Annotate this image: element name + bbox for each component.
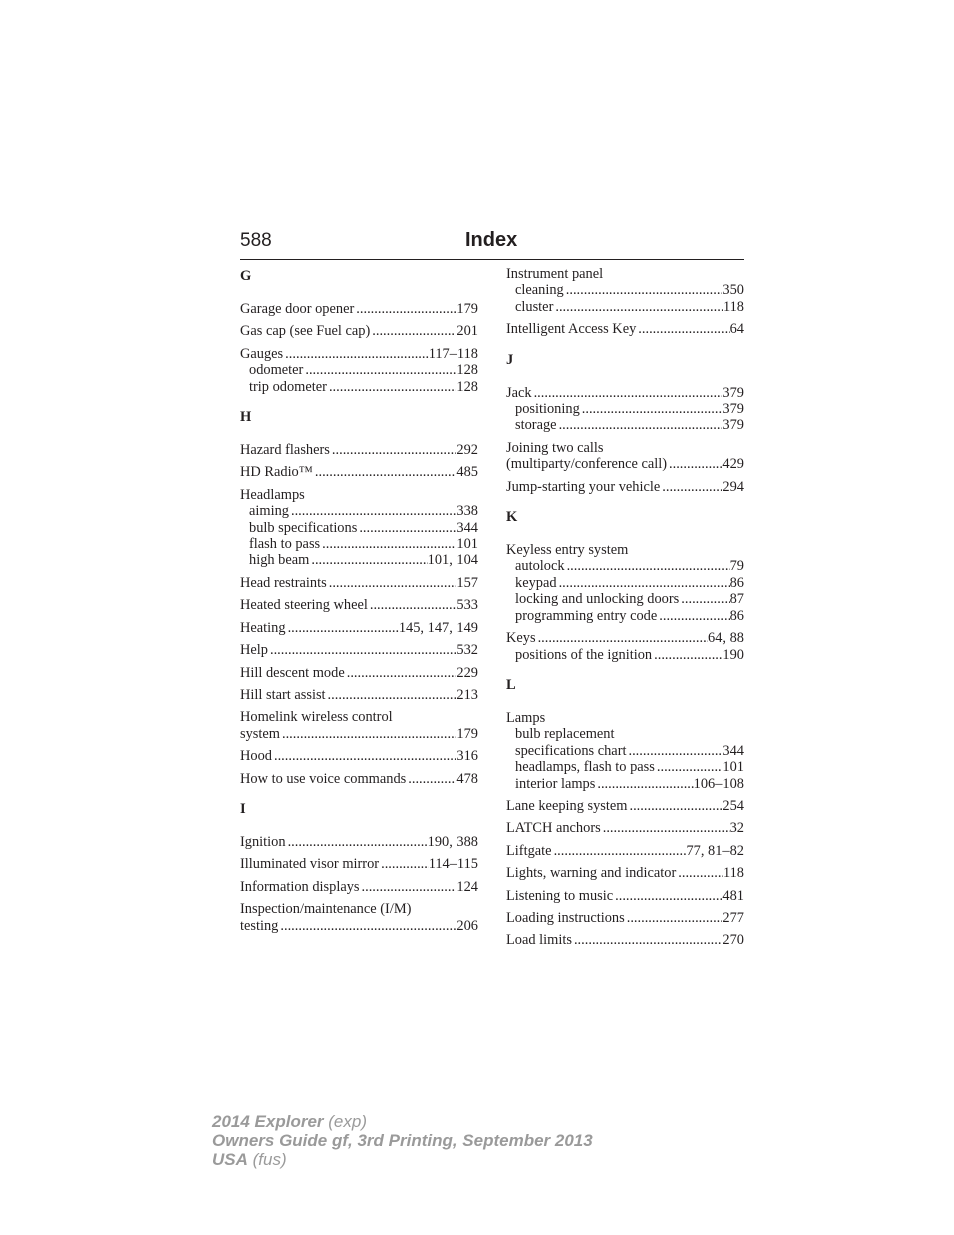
index-line — [240, 879, 478, 895]
index-line — [506, 932, 744, 948]
page-header — [240, 228, 744, 260]
index-entry — [506, 385, 744, 434]
page-ref: 429 — [722, 456, 744, 473]
index-entry — [240, 301, 478, 317]
entry-label: Information displays — [240, 878, 360, 895]
entry-label: Hood — [240, 748, 272, 765]
index-line — [506, 910, 744, 926]
index-entry — [506, 479, 744, 495]
entry-label: Lights, warning and indicator — [506, 865, 677, 882]
page-ref: 190 — [722, 646, 744, 663]
dot-leader — [559, 575, 730, 591]
footer-model: 2014 Explorer — [212, 1112, 324, 1131]
index-entry — [240, 597, 478, 613]
entry-label: Illuminated visor mirror — [240, 856, 380, 873]
index-subentry — [506, 282, 744, 298]
dot-leader — [657, 759, 723, 775]
entry-label: cleaning — [515, 282, 564, 299]
dot-leader — [282, 726, 456, 742]
index-line — [506, 266, 744, 282]
section-letter: K — [506, 509, 518, 526]
entry-label: Gauges — [240, 345, 284, 362]
page-ref: 128 — [456, 378, 478, 395]
dot-leader — [574, 932, 722, 948]
index-subentry — [506, 401, 744, 417]
index-entry — [240, 575, 478, 591]
index-line — [506, 798, 744, 814]
page-ref: 117–118 — [428, 345, 478, 362]
dot-leader — [315, 464, 457, 480]
entry-label: Lamps — [506, 709, 546, 726]
dot-leader — [347, 665, 457, 681]
entry-label: trip odometer — [249, 378, 327, 395]
entry-label: Joining two calls — [506, 439, 604, 456]
dot-leader — [408, 771, 456, 787]
index-line — [240, 687, 478, 703]
page-ref: 114–115 — [428, 856, 478, 873]
index-entry — [506, 843, 744, 859]
dot-leader — [270, 642, 456, 658]
dot-leader — [329, 575, 457, 591]
index-line — [240, 748, 478, 764]
index-subentry — [240, 503, 478, 519]
entry-label: Head restraints — [240, 574, 327, 591]
index-line — [506, 385, 744, 401]
index-entry — [506, 321, 744, 337]
page-ref: 206 — [456, 917, 478, 934]
entry-label: (multiparty/conference call) — [506, 456, 668, 473]
entry-label: Garage door opener — [240, 301, 355, 317]
index-line — [506, 710, 744, 726]
index-line — [506, 630, 744, 646]
entry-label: bulb replacement — [515, 726, 615, 743]
page-ref: 101 — [456, 536, 478, 553]
index-subentry — [506, 743, 744, 759]
entry-label: interior lamps — [515, 775, 596, 792]
entry-label: testing — [240, 917, 279, 934]
section-letter: G — [240, 268, 252, 284]
index-entry — [240, 709, 478, 742]
page-ref: 481 — [722, 887, 744, 904]
index-line — [240, 442, 478, 458]
index-line — [506, 888, 744, 904]
index-subentry — [240, 520, 478, 536]
footer-guide-line — [212, 1131, 593, 1150]
dot-leader — [359, 520, 456, 536]
index-subentry — [506, 591, 744, 607]
entry-label: Intelligent Access Key — [506, 321, 637, 338]
index-line — [240, 346, 478, 362]
section-letter: I — [240, 800, 246, 817]
dot-leader — [662, 479, 722, 495]
index-subentry — [506, 776, 744, 792]
index-entry — [240, 856, 478, 872]
page-ref: 145, 147, 149 — [398, 619, 478, 636]
index-entry — [240, 687, 478, 703]
entry-label: Homelink wireless control — [240, 709, 393, 726]
page-ref: 201 — [456, 323, 478, 340]
page-ref: 64 — [729, 321, 744, 338]
page-ref: 118 — [722, 298, 744, 315]
entry-label: Keys — [506, 630, 536, 647]
entry-label: Gas cap (see Fuel cap) — [240, 323, 371, 340]
page-ref: 379 — [722, 384, 744, 401]
dot-leader — [305, 362, 456, 378]
page-ref: 213 — [456, 686, 478, 703]
index-entry — [506, 932, 744, 948]
index-subentry — [240, 552, 478, 568]
dot-leader — [356, 301, 456, 317]
page-ref: 379 — [722, 417, 744, 434]
index-line — [506, 865, 744, 881]
dot-leader — [285, 346, 429, 362]
dot-leader — [555, 299, 723, 315]
dot-leader — [538, 630, 708, 646]
entry-label: Keyless entry system — [506, 542, 629, 559]
page-ref: 254 — [722, 797, 744, 814]
index-line — [240, 487, 478, 503]
index-line — [506, 542, 744, 558]
dot-leader — [280, 918, 456, 934]
page-ref: 157 — [456, 574, 478, 591]
dot-leader — [328, 687, 457, 703]
page-ref: 118 — [722, 865, 744, 882]
index-line — [240, 709, 478, 725]
entry-label: Headlamps — [240, 486, 305, 503]
index-subentry — [506, 558, 744, 574]
dot-leader — [659, 608, 729, 624]
dot-leader — [582, 401, 723, 417]
index-column-left — [240, 266, 478, 940]
entry-label: positioning — [515, 401, 580, 418]
dot-leader — [311, 552, 427, 568]
page-ref: 478 — [456, 770, 478, 787]
footer-model-line — [212, 1112, 593, 1131]
page-ref: 533 — [456, 597, 478, 614]
index-entry — [240, 442, 478, 458]
page-ref: 179 — [456, 301, 478, 317]
dot-leader — [332, 442, 457, 458]
entry-label: high beam — [249, 552, 310, 569]
dot-leader — [554, 843, 687, 859]
page-ref: 338 — [456, 503, 478, 520]
dot-leader — [615, 888, 722, 904]
index-subentry — [506, 299, 744, 315]
entry-label: Inspection/maintenance (I/M) — [240, 901, 412, 918]
page-ref: 485 — [456, 464, 478, 481]
dot-leader — [362, 879, 457, 895]
index-line — [240, 464, 478, 480]
page-ref: 379 — [722, 401, 744, 418]
page-ref: 179 — [456, 725, 478, 742]
dot-leader — [681, 591, 729, 607]
dot-leader — [603, 820, 730, 836]
index-line — [506, 479, 744, 495]
page-ref: 86 — [729, 607, 744, 624]
entry-label: Liftgate — [506, 842, 552, 859]
entry-label: flash to pass — [249, 536, 321, 553]
index-entry — [240, 487, 478, 569]
page-ref: 532 — [456, 642, 478, 659]
entry-label: How to use voice commands — [240, 770, 407, 787]
entry-label: cluster — [515, 298, 554, 315]
entry-label: system — [240, 725, 280, 742]
dot-leader — [628, 743, 722, 759]
entry-label: Help — [240, 642, 268, 659]
page-ref: 124 — [456, 878, 478, 895]
dot-leader — [381, 856, 429, 872]
entry-label: Lane keeping system — [506, 797, 628, 814]
page-ref: 229 — [456, 664, 478, 681]
entry-label: Heated steering wheel — [240, 597, 368, 614]
footer-market-line — [212, 1150, 593, 1169]
page-ref: 86 — [729, 574, 744, 591]
index-entry — [240, 346, 478, 395]
index-subentry — [506, 608, 744, 624]
index-entry — [506, 710, 744, 792]
entry-label: odometer — [249, 362, 304, 379]
index-entry — [240, 323, 478, 339]
dot-leader — [372, 323, 456, 339]
entry-label: storage — [515, 417, 557, 434]
dot-leader — [322, 536, 456, 552]
index-entry — [240, 642, 478, 658]
page-footer — [212, 1112, 593, 1169]
index-line — [240, 597, 478, 613]
index-line — [506, 820, 744, 836]
dot-leader — [567, 558, 730, 574]
page-ref: 101 — [722, 759, 744, 776]
dot-leader — [566, 282, 723, 298]
index-subentry — [240, 362, 478, 378]
index-line — [506, 843, 744, 859]
index-line — [240, 726, 478, 742]
page-ref: 316 — [456, 748, 478, 765]
entry-label: Hill descent mode — [240, 664, 345, 681]
page-ref: 77, 81–82 — [686, 842, 744, 859]
page-ref: 87 — [729, 591, 744, 608]
index-entry — [240, 879, 478, 895]
entry-label: headlamps, flash to pass — [515, 759, 655, 776]
page-ref: 344 — [456, 519, 478, 536]
section-letter: H — [240, 409, 252, 426]
footer-guide: Owners Guide gf, 3rd Printing, September 2013 — [212, 1131, 593, 1150]
page-ref: 106–108 — [693, 775, 744, 792]
entry-label: Ignition — [240, 833, 286, 850]
index-entry — [240, 748, 478, 764]
index-entry — [240, 620, 478, 636]
page-ref: 350 — [722, 282, 744, 299]
page-ref: 64, 88 — [708, 630, 744, 647]
dot-leader — [654, 647, 722, 663]
index-entry — [506, 820, 744, 836]
index-subentry — [506, 759, 744, 775]
index-line — [506, 456, 744, 472]
entry-label: locking and unlocking doors — [515, 591, 680, 608]
index-line — [240, 665, 478, 681]
dot-leader — [597, 776, 693, 792]
dot-leader — [288, 620, 399, 636]
page-ref: 277 — [722, 909, 744, 926]
dot-leader — [629, 798, 722, 814]
index-subentry — [506, 726, 744, 742]
dot-leader — [274, 748, 456, 764]
entry-label: Heating — [240, 619, 286, 636]
index-line — [240, 856, 478, 872]
index-entry — [506, 865, 744, 881]
index-column-right — [506, 266, 744, 955]
index-line — [240, 301, 478, 317]
index-line — [240, 834, 478, 850]
dot-leader — [534, 385, 723, 401]
index-line — [240, 620, 478, 636]
dot-leader — [329, 379, 456, 395]
index-line — [240, 575, 478, 591]
dot-leader — [559, 417, 723, 433]
index-line — [240, 918, 478, 934]
entry-label: LATCH anchors — [506, 820, 601, 837]
index-entry — [240, 901, 478, 934]
index-entry — [240, 771, 478, 787]
dot-leader — [370, 597, 457, 613]
entry-label: Load limits — [506, 932, 572, 949]
index-line — [240, 771, 478, 787]
entry-label: Hazard flashers — [240, 442, 330, 459]
entry-label: Jump-starting your vehicle — [506, 478, 661, 495]
entry-label: programming entry code — [515, 607, 658, 624]
index-line — [240, 642, 478, 658]
page-ref: 128 — [456, 362, 478, 379]
dot-leader — [678, 865, 723, 881]
index-subentry — [506, 575, 744, 591]
page-ref: 294 — [722, 478, 744, 495]
entry-label: Listening to music — [506, 887, 614, 904]
entry-label: Loading instructions — [506, 909, 625, 926]
index-entry — [506, 266, 744, 315]
entry-label: autolock — [515, 558, 565, 575]
page-ref: 79 — [729, 558, 744, 575]
footer-market-code: (fus) — [252, 1150, 287, 1169]
page-ref: 32 — [729, 820, 744, 837]
entry-label: aiming — [249, 503, 289, 520]
index-subentry — [240, 379, 478, 395]
index-entry — [506, 798, 744, 814]
entry-label: bulb specifications — [249, 519, 358, 536]
index-entry — [506, 440, 744, 473]
entry-label: keypad — [515, 574, 557, 591]
entry-label: positions of the ignition — [515, 646, 653, 663]
entry-label: Instrument panel — [506, 266, 604, 282]
dot-leader — [291, 503, 456, 519]
index-line — [506, 440, 744, 456]
entry-label: Hill start assist — [240, 686, 326, 703]
index-line — [240, 901, 478, 917]
page-ref: 101, 104 — [427, 552, 478, 569]
entry-label: HD Radio™ — [240, 464, 313, 481]
page-ref: 270 — [722, 932, 744, 949]
entry-label: Jack — [506, 384, 532, 401]
index-entry — [240, 665, 478, 681]
dot-leader — [288, 834, 428, 850]
index-entry — [240, 464, 478, 480]
dot-leader — [627, 910, 723, 926]
dot-leader — [638, 321, 729, 337]
page-ref: 344 — [722, 742, 744, 759]
entry-label: specifications chart — [515, 742, 627, 759]
page-ref: 190, 388 — [427, 833, 478, 850]
page-ref: 292 — [456, 442, 478, 459]
index-line — [240, 323, 478, 339]
index-entry — [506, 630, 744, 663]
page-number: 588 — [240, 230, 272, 251]
index-line — [506, 321, 744, 337]
footer-model-code: (exp) — [328, 1112, 367, 1131]
index-entry — [506, 910, 744, 926]
index-entry — [506, 888, 744, 904]
index-entry — [506, 542, 744, 624]
index-subentry — [240, 536, 478, 552]
section-letter: J — [506, 351, 514, 368]
dot-leader — [669, 456, 722, 472]
index-entry — [240, 834, 478, 850]
index-subentry — [506, 647, 744, 663]
index-subentry — [506, 417, 744, 433]
footer-market: USA — [212, 1150, 248, 1169]
page-title: Index — [465, 229, 518, 251]
section-letter: L — [506, 676, 516, 693]
